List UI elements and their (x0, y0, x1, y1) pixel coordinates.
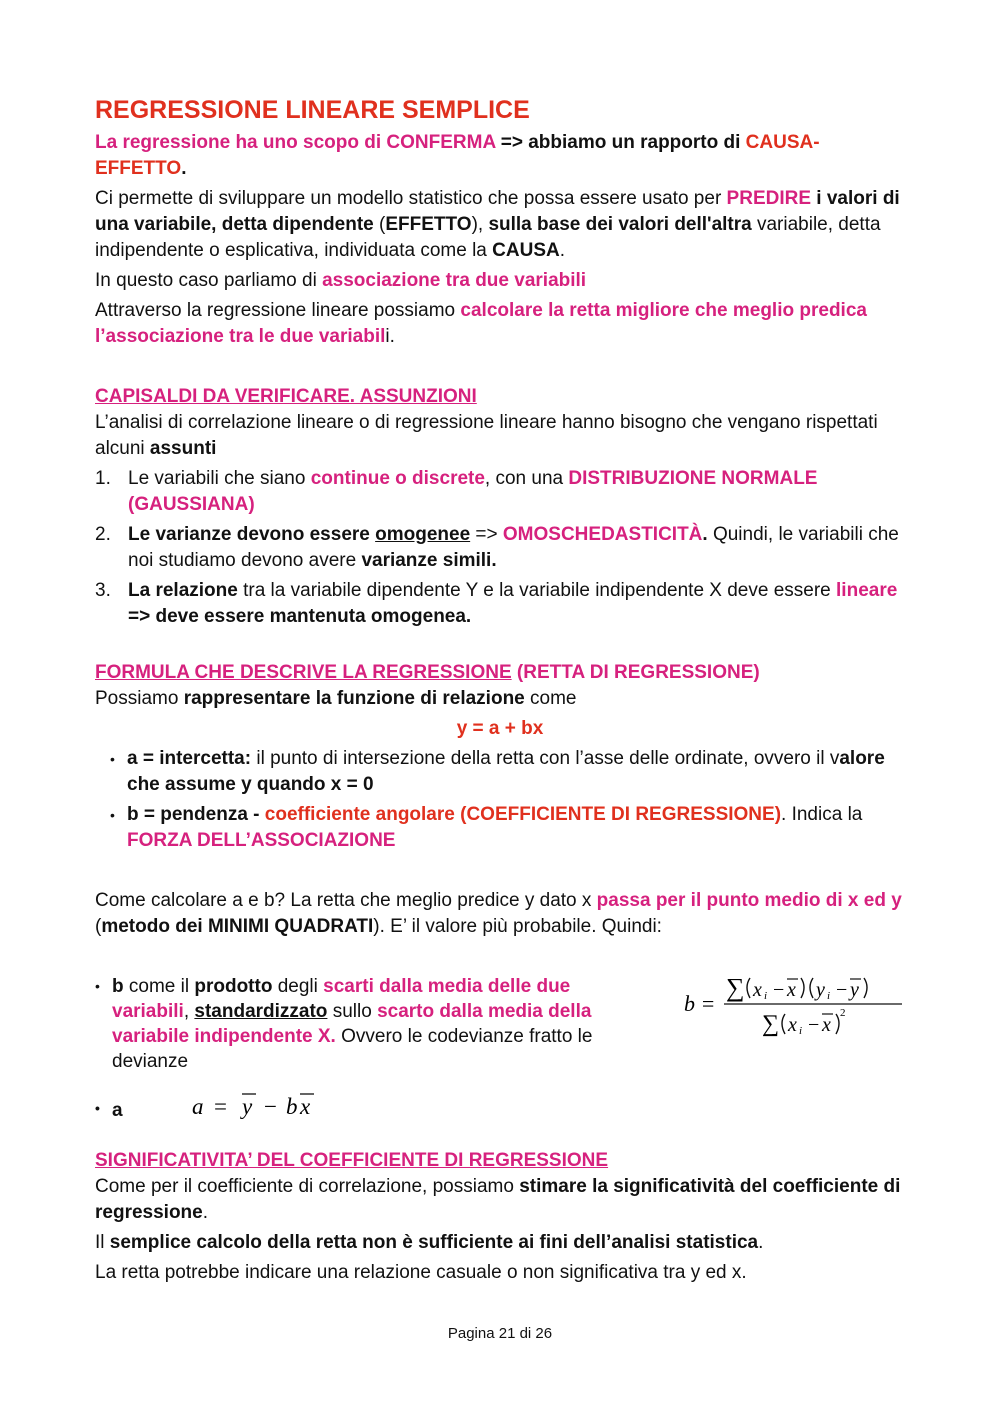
svg-text:y: y (850, 979, 859, 1001)
svg-text:i: i (764, 990, 768, 1002)
regression-equation: y = a + bx (456, 718, 544, 739)
svg-text:x: x (822, 1014, 831, 1036)
b-formula-image (680, 970, 910, 1040)
list-item: 2. Le varianze devono essere omogenee => OMOSCHEDASTICITÀ. Quindi, le variabili che noi studiamo devono avere varianze simili. (95, 524, 899, 571)
page-title: REGRESSIONE LINEARE SEMPLICE (95, 96, 530, 124)
assunzioni-list (95, 466, 905, 630)
list-item: • a = intercetta: il punto di intersezione della retta con l’asse delle ordinate, ovvero il valore che assume y quando x = 0 (110, 748, 885, 795)
assunzioni-intro: L’analisi di correlazione lineare o di regressione lineare hanno bisogno che vengano rispettati alcuni assunti (95, 412, 878, 459)
bullet-icon: • (110, 807, 115, 823)
intro-paragraph-1: La regressione ha uno scopo di CONFERMA => abbiamo un rapporto di CAUSA-EFFETTO. (95, 132, 820, 179)
a-definition-block (95, 1090, 905, 1130)
svg-text:−: − (808, 1014, 820, 1036)
svg-text:∑: ∑ (762, 1011, 780, 1037)
formula-bullets (95, 746, 905, 854)
significativita-paragraph-1: Come per il coefficiente di correlazione, possiamo stimare la significatività del coefficiente di regressione. (95, 1176, 901, 1223)
significativita-paragraph-3: La retta potrebbe indicare una relazione casuale o non significativa tra y ed x. (95, 1262, 747, 1283)
intro-paragraph-4: Attraverso la regressione lineare possiamo calcolare la retta migliore che meglio predica l’associazione tra le due variabili. (95, 300, 867, 347)
list-item: 3. La relazione tra la variabile dipendente Y e la variabile indipendente X deve essere lineare => deve essere mantenuta omogenea. (95, 580, 898, 627)
a-formula-image (190, 1088, 340, 1124)
svg-text:2: 2 (840, 1007, 846, 1019)
svg-text:b: b (286, 1094, 298, 1119)
svg-text:∑: ∑ (726, 973, 745, 1002)
bullet-icon: • (110, 751, 115, 767)
svg-text:x: x (753, 979, 762, 1001)
intro-paragraph-2: Ci permette di sviluppare un modello statistico che possa essere usato per PREDIRE i valori di una variabile, detta dipendente (EFFETTO), sulla base dei valori dell'altra variabile, detta indipendente o esplicativa, individuata come la CAUSA. (95, 188, 900, 261)
svg-text:a: a (192, 1094, 204, 1119)
section-heading-formula: FORMULA CHE DESCRIVE LA REGRESSIONE (RETTA DI REGRESSIONE) (95, 662, 760, 683)
calcolo-question: Come calcolare a e b? La retta che meglio predice y dato x passa per il punto medio di x ed y (metodo dei MINIMI QUADRATI). E’ il valore più probabile. Quindi: (95, 890, 902, 937)
bullet-icon: • (95, 978, 100, 994)
svg-text:y: y (242, 1094, 253, 1119)
svg-text:i: i (799, 1025, 803, 1037)
svg-text:b =: b = (684, 991, 716, 1016)
section-heading-assunzioni: CAPISALDI DA VERIFICARE. ASSUNZIONI (95, 386, 477, 407)
list-item: • b = pendenza - coefficiente angolare (COEFFICIENTE DI REGRESSIONE). Indica la FORZA DELL’ASSOCIAZIONE (110, 804, 863, 851)
list-item: 1. Le variabili che siano continue o discrete, con una DISTRIBUZIONE NORMALE (GAUSSIANA) (95, 468, 818, 515)
document-page (95, 94, 905, 1286)
svg-text:−: − (264, 1094, 277, 1119)
a-label: • a (95, 1100, 123, 1121)
svg-text:y: y (816, 979, 825, 1001)
bullet-icon: • (95, 1100, 100, 1116)
svg-text:−: − (773, 979, 785, 1001)
significativita-paragraph-2: Il semplice calcolo della retta non è sufficiente ai fini dell’analisi statistica. (95, 1232, 764, 1253)
svg-text:x: x (300, 1094, 311, 1119)
svg-text:−: − (836, 979, 848, 1001)
svg-text:x: x (788, 1014, 797, 1036)
page-number: Pagina 21 di 26 (447, 1325, 553, 1342)
svg-text:i: i (827, 990, 831, 1002)
intro-paragraph-3: In questo caso parliamo di associazione tra due variabili (95, 270, 587, 291)
b-definition: • b come il prodotto degli scarti dalla media delle due variabili, standardizzato sullo scarto dalla media della variabile indipendente X. Ovvero le codevianze fratto le devianze (95, 976, 593, 1072)
svg-text:x: x (787, 979, 796, 1001)
b-definition-block (95, 974, 905, 1084)
formula-intro: Possiamo rappresentare la funzione di relazione come (95, 688, 577, 709)
section-heading-significativita: SIGNIFICATIVITA’ DEL COEFFICIENTE DI REGRESSIONE (95, 1150, 609, 1171)
svg-text:=: = (214, 1094, 227, 1119)
